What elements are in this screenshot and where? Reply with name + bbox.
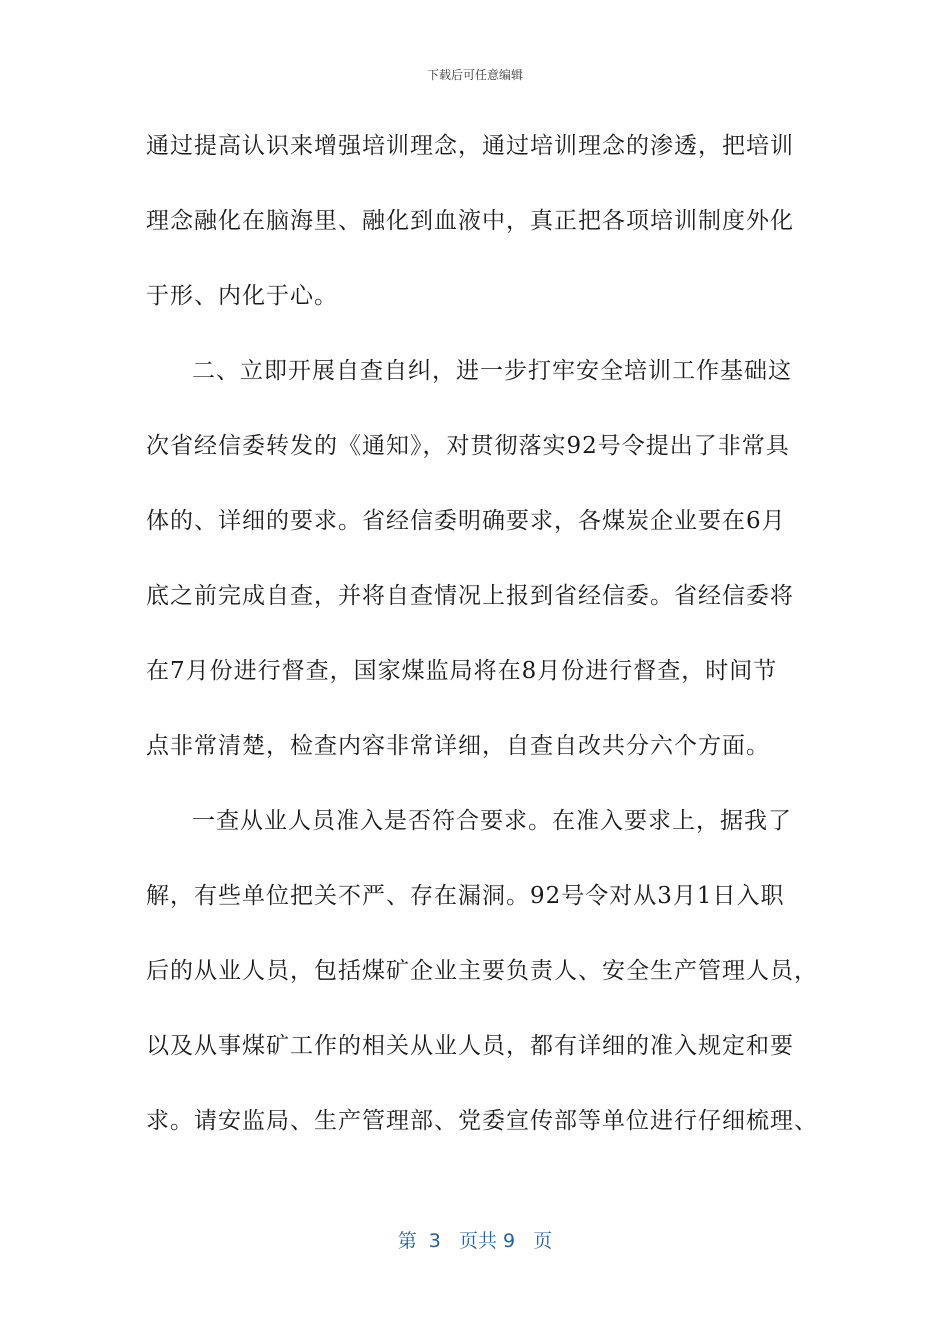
paragraph-line: 一查从业人员准入是否符合要求。在准入要求上，据我了 [192, 808, 792, 834]
paragraph-line: 在7月份进行督查，国家煤监局将在8月份进行督查，时间节 [146, 658, 778, 684]
paragraph-line: 通过提高认识来增强培训理念，通过培训理念的渗透，把培训 [146, 133, 794, 159]
page-number-footer: 第 3 页共 9 页 [397, 1230, 553, 1252]
paragraph-line: 解，有些单位把关不严、存在漏洞。92号令对从3月1日入职 [146, 883, 785, 909]
paragraph-line: 二、立即开展自查自纠，进一步打牢安全培训工作基础这 [192, 358, 792, 384]
paragraph-line: 点非常清楚，检查内容非常详细，自查自改共分六个方面。 [146, 733, 770, 759]
paragraph-line: 以及从事煤矿工作的相关从业人员，都有详细的准入规定和要 [146, 1033, 794, 1059]
paragraph-line: 求。请安监局、生产管理部、党委宣传部等单位进行仔细梳理、 [146, 1108, 818, 1134]
page-header: 下载后可任意编辑 [426, 68, 523, 82]
paragraph-line: 于形、内化于心。 [146, 283, 338, 309]
paragraph-line: 底之前完成自查，并将自查情况上报到省经信委。省经信委将 [146, 583, 794, 609]
paragraph-line: 理念融化在脑海里、融化到血液中，真正把各项培训制度外化 [146, 208, 794, 234]
paragraph-line: 后的从业人员，包括煤矿企业主要负责人、安全生产管理人员， [146, 958, 818, 984]
paragraph-line: 体的、详细的要求。省经信委明确要求，各煤炭企业要在6月 [146, 508, 786, 534]
paragraph-line: 次省经信委转发的《通知》，对贯彻落实92号令提出了非常具 [146, 433, 790, 459]
document-body [146, 126, 818, 1176]
